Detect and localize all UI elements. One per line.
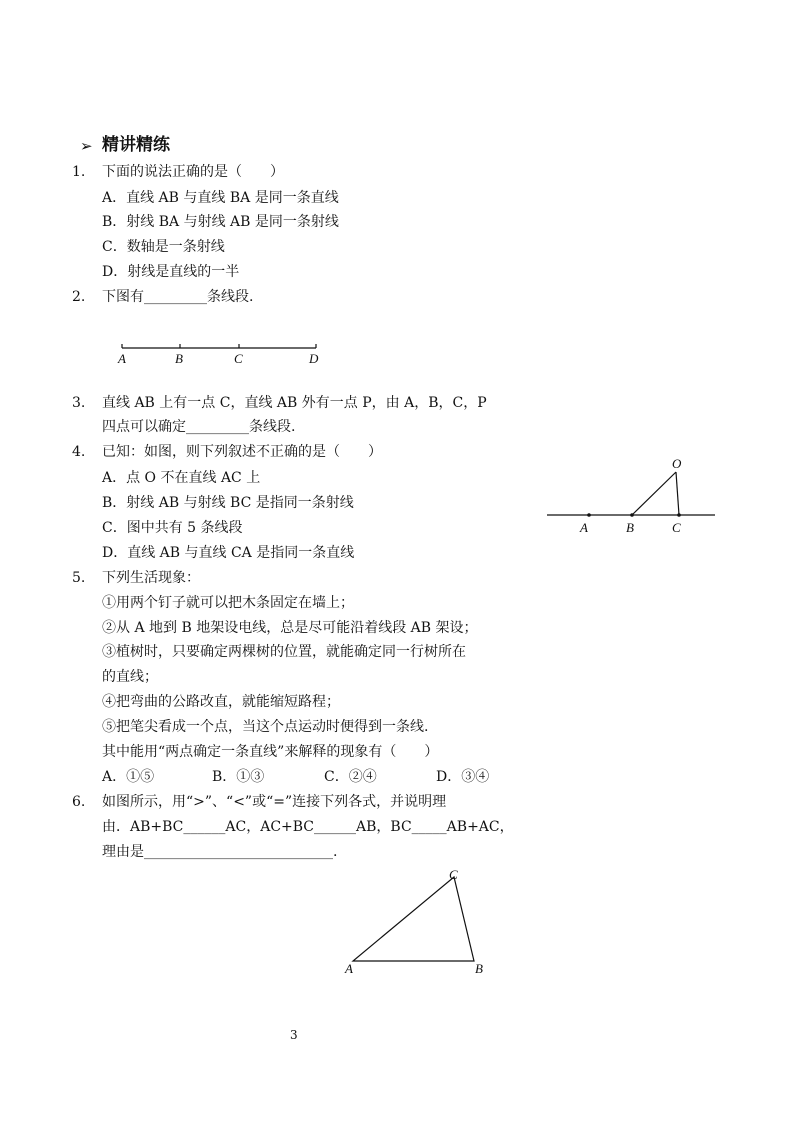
q5-item-2: ②从 A 地到 B 地架设电线，总是尽可能沿着线段 AB 架设； xyxy=(102,620,478,636)
q2-label-a: A xyxy=(118,351,126,366)
q1-option-b: B．射线 BA 与射线 AB 是同一条射线 xyxy=(102,214,339,230)
q2-segment-figure xyxy=(110,338,330,370)
q4-label-o: O xyxy=(672,456,682,471)
q3-line2: 四点可以确定_________条线段. xyxy=(102,419,296,435)
q6-line1: 如图所示，用“>”、“<”或“=”连接下列各式，并说明理 xyxy=(102,794,447,810)
page-number: 3 xyxy=(290,1028,298,1042)
q1-stem: 下面的说法正确的是（ ） xyxy=(102,164,284,180)
q4-label-a: A xyxy=(580,520,588,535)
q4-number: 4. xyxy=(72,444,86,460)
q2-label-b: B xyxy=(175,351,183,366)
q1-option-c: C．数轴是一条射线 xyxy=(102,239,225,255)
q2-label-c: C xyxy=(234,351,243,366)
q4-label-c: C xyxy=(672,520,681,535)
q5-option-d: D．③④ xyxy=(436,769,490,785)
q2-stem: 下图有_________条线段. xyxy=(102,289,254,305)
q4-line-figure xyxy=(540,450,725,540)
q3-number: 3. xyxy=(72,395,86,411)
q4-label-b: B xyxy=(626,520,634,535)
q5-item-4: ④把弯曲的公路改直，就能缩短路程； xyxy=(102,694,340,710)
q6-label-b: B xyxy=(475,961,483,976)
q6-line2: 由．AB+BC______AC，AC+BC______AB，BC_____AB+AC， xyxy=(102,819,514,835)
q5-item-3-cont: 的直线； xyxy=(102,669,158,685)
q2-label-d: D xyxy=(309,351,319,366)
q1-number: 1. xyxy=(72,164,86,180)
q5-item-1: ①用两个钉子就可以把木条固定在墙上； xyxy=(102,595,354,611)
q6-label-a: A xyxy=(345,961,353,976)
q5-question: 其中能用“两点确定一条直线”来解释的现象有（ ） xyxy=(102,744,439,760)
q5-option-c: C．②④ xyxy=(324,769,377,785)
section-title: 精讲精练 xyxy=(102,135,170,155)
q4-option-c: C．图中共有 5 条线段 xyxy=(102,520,243,536)
q4-option-a: A．点 O 不在直线 AC 上 xyxy=(102,470,261,486)
q6-number: 6. xyxy=(72,794,86,810)
q1-option-a: A．直线 AB 与直线 BA 是同一条直线 xyxy=(102,190,339,206)
q4-stem: 已知：如图，则下列叙述不正确的是（ ） xyxy=(102,444,382,460)
q2-number: 2. xyxy=(72,289,86,305)
q5-item-3: ③植树时，只要确定两棵树的位置，就能确定同一行树所在 xyxy=(102,644,466,660)
q5-number: 5. xyxy=(72,570,86,586)
q3-line1: 直线 AB 上有一点 C，直线 AB 外有一点 P，由 A，B，C，P xyxy=(102,395,487,411)
q5-stem: 下列生活现象： xyxy=(102,570,200,586)
q5-item-5: ⑤把笔尖看成一个点，当这个点运动时便得到一条线. xyxy=(102,719,429,735)
q1-option-d: D．射线是直线的一半 xyxy=(102,264,240,280)
section-arrow-icon: ➢ xyxy=(80,137,93,155)
q5-option-b: B．①③ xyxy=(212,769,265,785)
q4-option-d: D．直线 AB 与直线 CA 是指同一条直线 xyxy=(102,545,355,561)
q6-triangle-figure xyxy=(335,865,495,980)
q4-option-b: B．射线 AB 与射线 BC 是指同一条射线 xyxy=(102,495,354,511)
q6-label-c: C xyxy=(449,867,458,882)
q5-option-a: A．①⑤ xyxy=(102,769,155,785)
q6-line3: 理由是___________________________. xyxy=(102,844,338,860)
